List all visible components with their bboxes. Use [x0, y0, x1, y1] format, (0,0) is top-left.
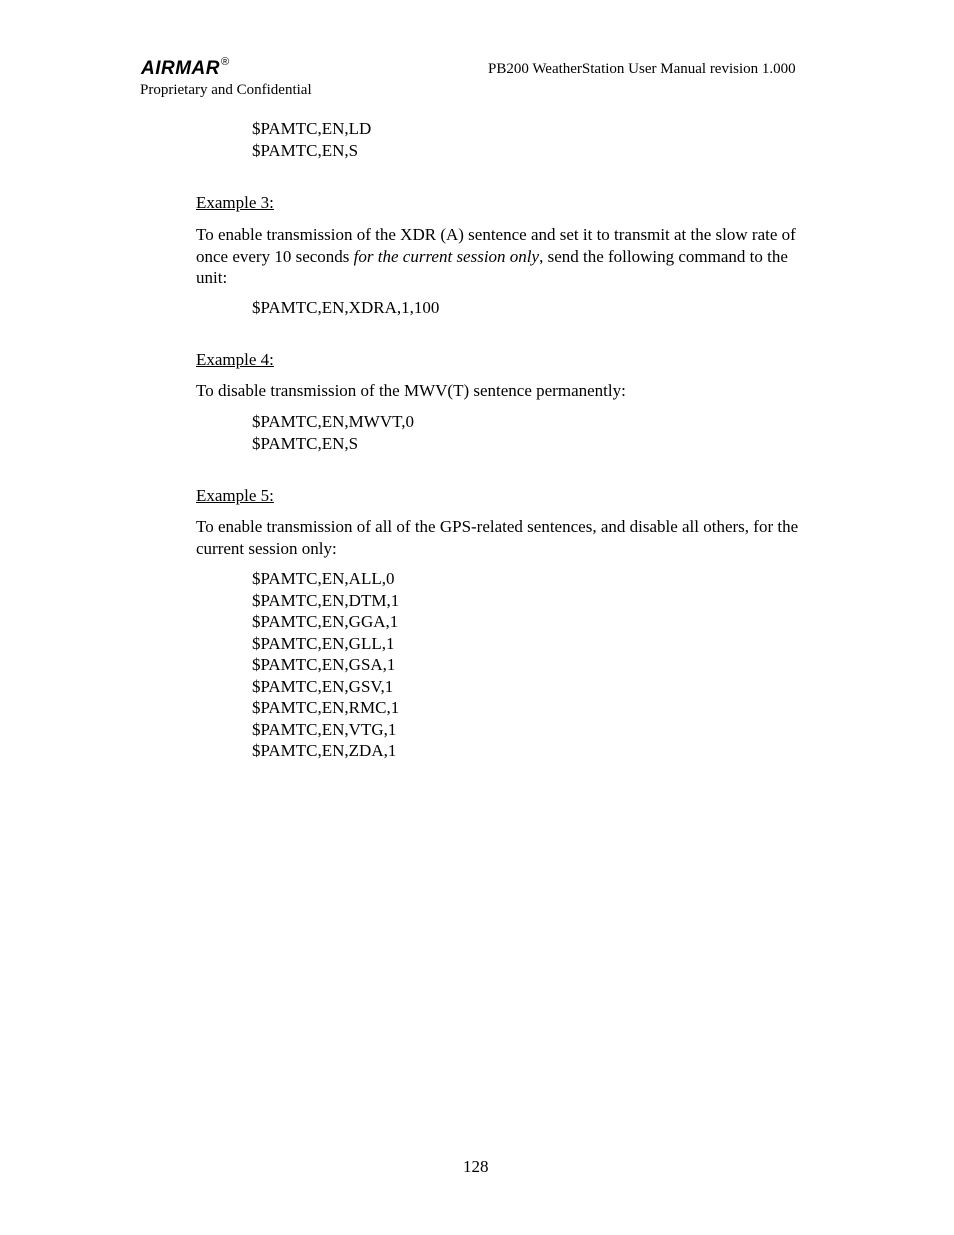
command-line: $PAMTC,EN,MWVT,0: [252, 412, 414, 431]
example-4-text: To disable transmission of the MWV(T) sentence permanently:: [196, 381, 626, 400]
example-3-heading: Example 3:: [196, 193, 274, 212]
example-4-heading: Example 4:: [196, 350, 274, 369]
command-line: $PAMTC,EN,VTG,1: [252, 719, 397, 739]
command-line: $PAMTC,EN,DTM,1: [252, 590, 400, 610]
command-line: $PAMTC,EN,GSA,1: [252, 655, 396, 674]
command-line: $PAMTC,EN,S: [252, 433, 359, 453]
example-5-heading: Example 5:: [196, 486, 274, 505]
example-5-text: To enable transmission of all of the GPS-related sentences, and disable all others, for the current session only:: [196, 517, 799, 558]
command-line: $PAMTC,EN,GLL,1: [252, 633, 395, 653]
registered-mark: ®: [221, 56, 230, 68]
brand-logo: [141, 58, 230, 80]
example-3-text-part: , send the following command to the unit:: [196, 246, 788, 287]
command-line: $PAMTC,EN,ZDA,1: [252, 741, 397, 760]
header-subtitle: Proprietary and Confidential: [140, 82, 312, 98]
brand-name: AIRMAR: [141, 58, 220, 79]
command-line: $PAMTC,EN,LD: [252, 119, 372, 138]
command-line: $PAMTC,EN,S: [252, 140, 359, 160]
example-5-command-block: [252, 568, 399, 762]
example-3-text: [196, 224, 816, 289]
page-number: 128: [463, 1157, 489, 1176]
command-line: $PAMTC,EN,GSV,1: [252, 676, 394, 696]
command-line: $PAMTC,EN,GGA,1: [252, 612, 399, 631]
command-line: $PAMTC,EN,RMC,1: [252, 698, 400, 717]
manual-title: PB200 WeatherStation User Manual revision 1.000: [488, 61, 796, 77]
example-4-command-block: [252, 411, 414, 454]
top-command-block: [252, 118, 371, 161]
command-line: $PAMTC,EN,XDRA,1,100: [252, 298, 440, 317]
example-3-text-part: To enable transmission of the XDR (A) sentence and set it to transmit at the slow rate of once every 10 seconds: [196, 225, 796, 266]
example-3-command-block: [252, 297, 439, 319]
command-line: $PAMTC,EN,ALL,0: [252, 569, 395, 588]
example-3-text-italic: for the current session only: [353, 246, 540, 266]
